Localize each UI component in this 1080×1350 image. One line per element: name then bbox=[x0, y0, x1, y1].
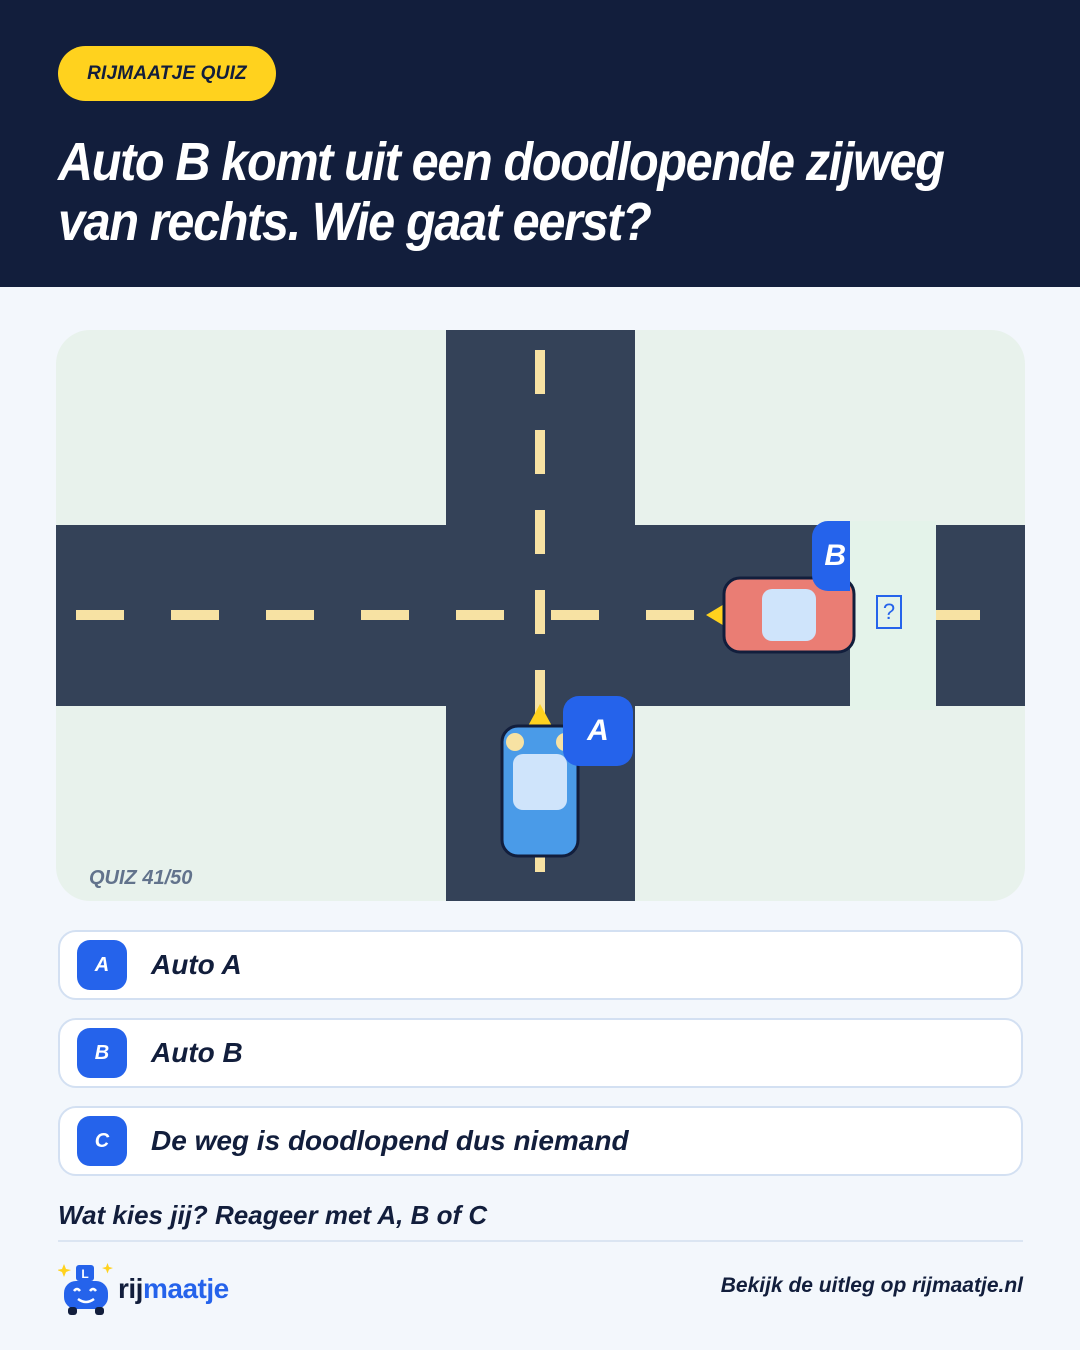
option-text: De weg is doodlopend dus niemand bbox=[151, 1125, 629, 1156]
page-title: Auto B komt uit een doodlopende zijweg van rechts. Wie gaat eerst? bbox=[58, 132, 944, 252]
option-text: Auto A bbox=[151, 949, 242, 980]
quiz-counter: QUIZ 41/50 bbox=[89, 867, 193, 889]
logo-wordmark-part1: rij bbox=[118, 1273, 143, 1304]
rijmaatje-logo[interactable] bbox=[58, 1258, 258, 1320]
option-letter-badge: C bbox=[77, 1116, 127, 1166]
answer-prompt: Wat kies jij? Reageer met A, B of C bbox=[58, 1200, 488, 1230]
intersection-scene bbox=[56, 330, 1025, 901]
explanation-link[interactable]: Bekijk de uitleg op rijmaatje.nl bbox=[720, 1274, 1023, 1297]
svg-text:L: L bbox=[81, 1267, 89, 1281]
logo-wordmark-part2: maatje bbox=[142, 1273, 229, 1304]
header bbox=[0, 0, 1080, 287]
car-b-label: B bbox=[812, 521, 850, 591]
logo-wordmark bbox=[118, 1273, 229, 1305]
option-letter-badge: B bbox=[77, 1028, 127, 1078]
option-b[interactable] bbox=[58, 1018, 1023, 1088]
quiz-badge: RIJMAATJE QUIZ bbox=[58, 46, 276, 101]
car-a-label: A bbox=[563, 696, 633, 766]
option-c[interactable] bbox=[58, 1106, 1023, 1176]
dead-end-sign-symbol: ? bbox=[882, 599, 896, 624]
footer-divider bbox=[58, 1240, 1023, 1242]
car-mascot-icon bbox=[58, 1259, 114, 1319]
option-a[interactable] bbox=[58, 930, 1023, 1000]
option-letter-badge: A bbox=[77, 940, 127, 990]
option-text: Auto B bbox=[151, 1037, 243, 1068]
